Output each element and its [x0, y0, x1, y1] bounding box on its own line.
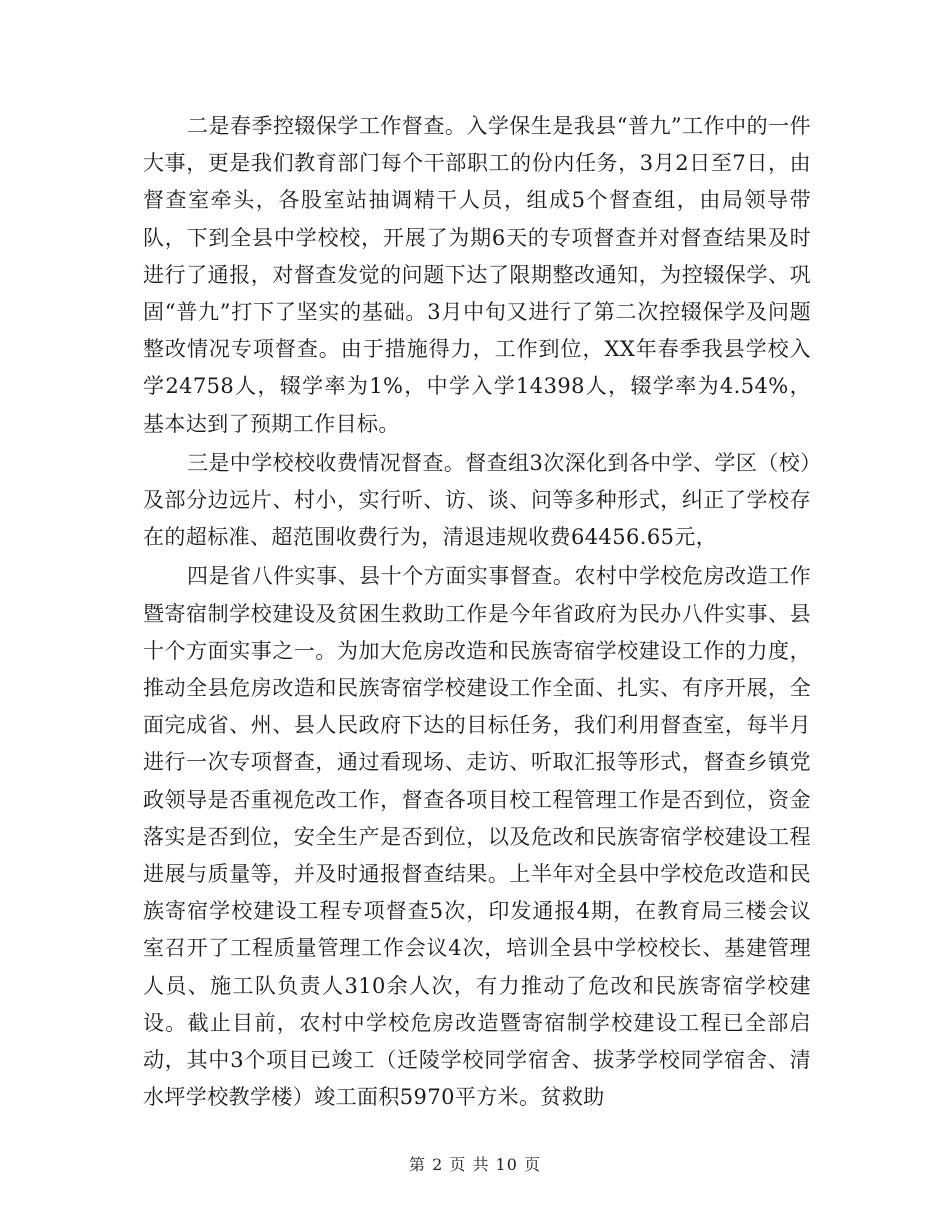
paragraph-spring-dropout-inspection: 二是春季控辍保学工作督查。入学保生是我县“普九”工作中的一件大事，更是我们教育部门每个干部职工的份内任务，3月2日至7日，由督查室牵头，各股室站抽调精干人员，组成5个督查组，由局领导带队，下到全县中学校校，开展了为期6天的专项督查并对督查结果及时进行了通报，对督查发觉的问题下达了限期整改通知，为控辍保学、巩固“普九”打下了坚实的基础。3月中旬又进行了第二次控辍保学及问题整改情况专项督查。由于措施得力，工作到位，XX年春季我县学校入学24758人，辍学率为1%，中学入学14398人，辍学率为4.54%，基本达到了预期工作目标。	[143, 114, 811, 436]
document-body	[143, 108, 811, 1116]
page-number-footer: 第 2 页 共 10 页	[409, 1155, 541, 1174]
paragraph-school-fees-inspection: 三是中学校校收费情况督查。督查组3次深化到各中学、学区（校）及部分边远片、村小，实行听、访、谈、问等多种形式，纠正了学校存在的超标准、超范围收费行为，清退违规收费64456.65元，	[143, 450, 811, 550]
paragraph-key-projects-inspection: 四是省八件实事、县十个方面实事督查。农村中学校危房改造工作暨寄宿制学校建设及贫困生救助工作是今年省政府为民办八件实事、县十个方面实事之一。为加大危房改造和民族寄宿学校建设工作的力度，推动全县危房改造和民族寄宿学校建设工作全面、扎实、有序开展，全面完成省、州、县人民政府下达的目标任务，我们利用督查室，每半月进行一次专项督查，通过看现场、走访、听取汇报等形式，督查乡镇党政领导是否重视危改工作，督查各项目校工程管理工作是否到位，资金落实是否到位，安全生产是否到位，以及危改和民族寄宿学校建设工程进展与质量等，并及时通报督查结果。上半年对全县中学校危改造和民族寄宿学校建设工程专项督查5次，印发通报4期，在教育局三楼会议室召开了工程质量管理工作会议4次，培训全县中学校校长、基建管理人员、施工队负责人310余人次，有力推动了危改和民族寄宿学校建设。截止目前，农村中学校危房改造暨寄宿制学校建设工程已全部启动，其中3个项目已竣工（迁陵学校同学宿舍、拔茅学校同学宿舍、清水坪学校教学楼）竣工面积5970平方米。贫救助	[143, 564, 811, 1110]
